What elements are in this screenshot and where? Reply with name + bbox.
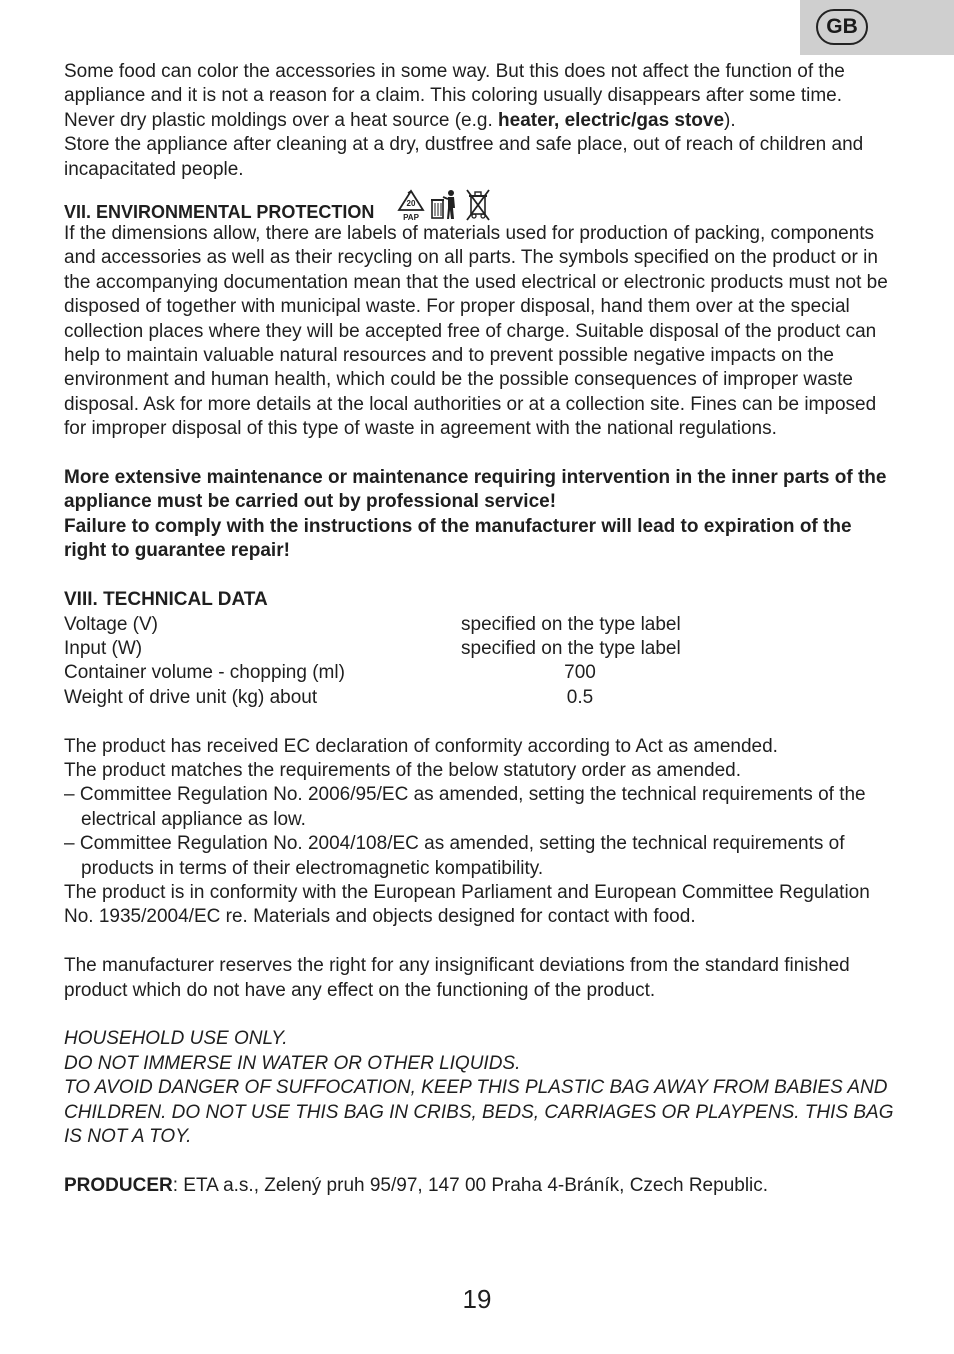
recycle-code: 20: [406, 199, 416, 209]
tech-label: Weight of drive unit (kg) about: [64, 686, 318, 708]
environment-icons: [396, 188, 492, 222]
producer-text: : ETA a.s., Zelený pruh 95/97, 147 00 Praha 4-Bráník, Czech Republic.: [172, 1174, 769, 1196]
tech-value: specified on the type label: [461, 613, 681, 635]
page-number: 19: [462, 1284, 492, 1314]
tech-row: [64, 613, 896, 637]
environment-text: If the dimensions allow, there are labels of materials used for production of packing, components and accessories as well as their recycling on all parts. The symbols specified on the product or in the accompanying documentation mean that the used electrical or electronic products must not be disposed of together with municipal waste. For proper disposal, hand them over at the special collection places where they will be accepted free of charge. Suitable disposal of the product can help to maintain valuable natural resources and to prevent possible negative impacts on the environment and human health, which could be the possible consequences of improper waste disposal. Ask for more details at the local authorities or at a collection site. Fines can be imposed for improper disposal of this type of waste in agreement with the national regulations.: [64, 223, 888, 440]
environment-heading: [64, 182, 896, 222]
tech-row: [64, 686, 896, 710]
storage-paragraph: Store the appliance after cleaning at a dry, dustfree and safe place, out of reach of children and incapacitated people.: [64, 134, 864, 180]
intro-paragraph: [64, 60, 896, 133]
tech-value: 700: [564, 662, 596, 684]
crossed-out-bin-icon: [464, 188, 492, 222]
recycle-material: PAP: [403, 213, 420, 223]
conformity-line: The product is in conformity with the European Parliament and European Committee Regulation No. 1935/2004/EC re. Materials and objects designed for contact with food.: [64, 881, 870, 928]
technical-title: VIII. TECHNICAL DATA: [64, 589, 268, 611]
tidy-man-bin-icon: [430, 188, 460, 222]
tech-row: [64, 661, 896, 685]
manufacturer-note: The manufacturer reserves the right for any insignificant deviations from the standard finished product which do not have any effect on the functioning of the product.: [64, 955, 850, 1001]
environment-title: VII. ENVIRONMENTAL PROTECTION: [64, 201, 375, 222]
tech-value: 0.5: [566, 686, 594, 708]
tech-value: specified on the type label: [461, 637, 681, 659]
language-tab: [800, 0, 954, 55]
conformity-line: The product has received EC declaration of conformity according to Act as amended.: [64, 735, 778, 757]
bag-warning: TO AVOID DANGER OF SUFFOCATION, KEEP THIS PLASTIC BAG AWAY FROM BABIES AND CHILDREN. DO NOT USE THIS BAG IN CRIBS, BEDS, CARRIAGES OR PLAYPENS. THIS BAG IS NOT A TOY.: [64, 1077, 894, 1147]
intro-text-end: ).: [724, 109, 736, 131]
conformity-line: The product matches the requirements of the below statutory order as amended.: [64, 759, 741, 781]
tech-label: Voltage (V): [64, 613, 158, 635]
producer-label: PRODUCER: [64, 1174, 173, 1196]
tech-label: Container volume - chopping (ml): [64, 662, 345, 684]
page-content: [64, 60, 896, 1198]
intro-text: Some food can color the accessories in some way. But this does not affect the function of the appliance and it is not a reason for a claim. This coloring usually disappears after some time. Never dry plastic moldings over a heat source (e.g.: [64, 61, 845, 131]
maintenance-warning: More extensive maintenance or maintenance requiring intervention in the inner parts of the appliance must be carried out by professional service!: [64, 467, 887, 513]
tech-row: [64, 637, 896, 661]
recycle-paper-icon: [396, 188, 426, 222]
producer-line: [64, 1174, 896, 1198]
regulation-item: – Committee Regulation No. 2004/108/EC as amended, setting the technical requirements of products in terms of their electromagnetic kompatibility.: [64, 833, 845, 879]
regulation-item: – Committee Regulation No. 2006/95/EC as amended, setting the technical requirements of the electrical appliance as low.: [64, 784, 866, 830]
household-notice: HOUSEHOLD USE ONLY.: [64, 1028, 288, 1050]
guarantee-warning: Failure to comply with the instructions of the manufacturer will lead to expiration of the right to guarantee repair!: [64, 515, 852, 562]
intro-bold-text: heater, electric/gas stove: [498, 109, 725, 131]
immerse-notice: DO NOT IMMERSE IN WATER OR OTHER LIQUIDS.: [64, 1052, 521, 1074]
tech-label: Input (W): [64, 637, 143, 659]
language-badge: GB: [816, 9, 868, 45]
